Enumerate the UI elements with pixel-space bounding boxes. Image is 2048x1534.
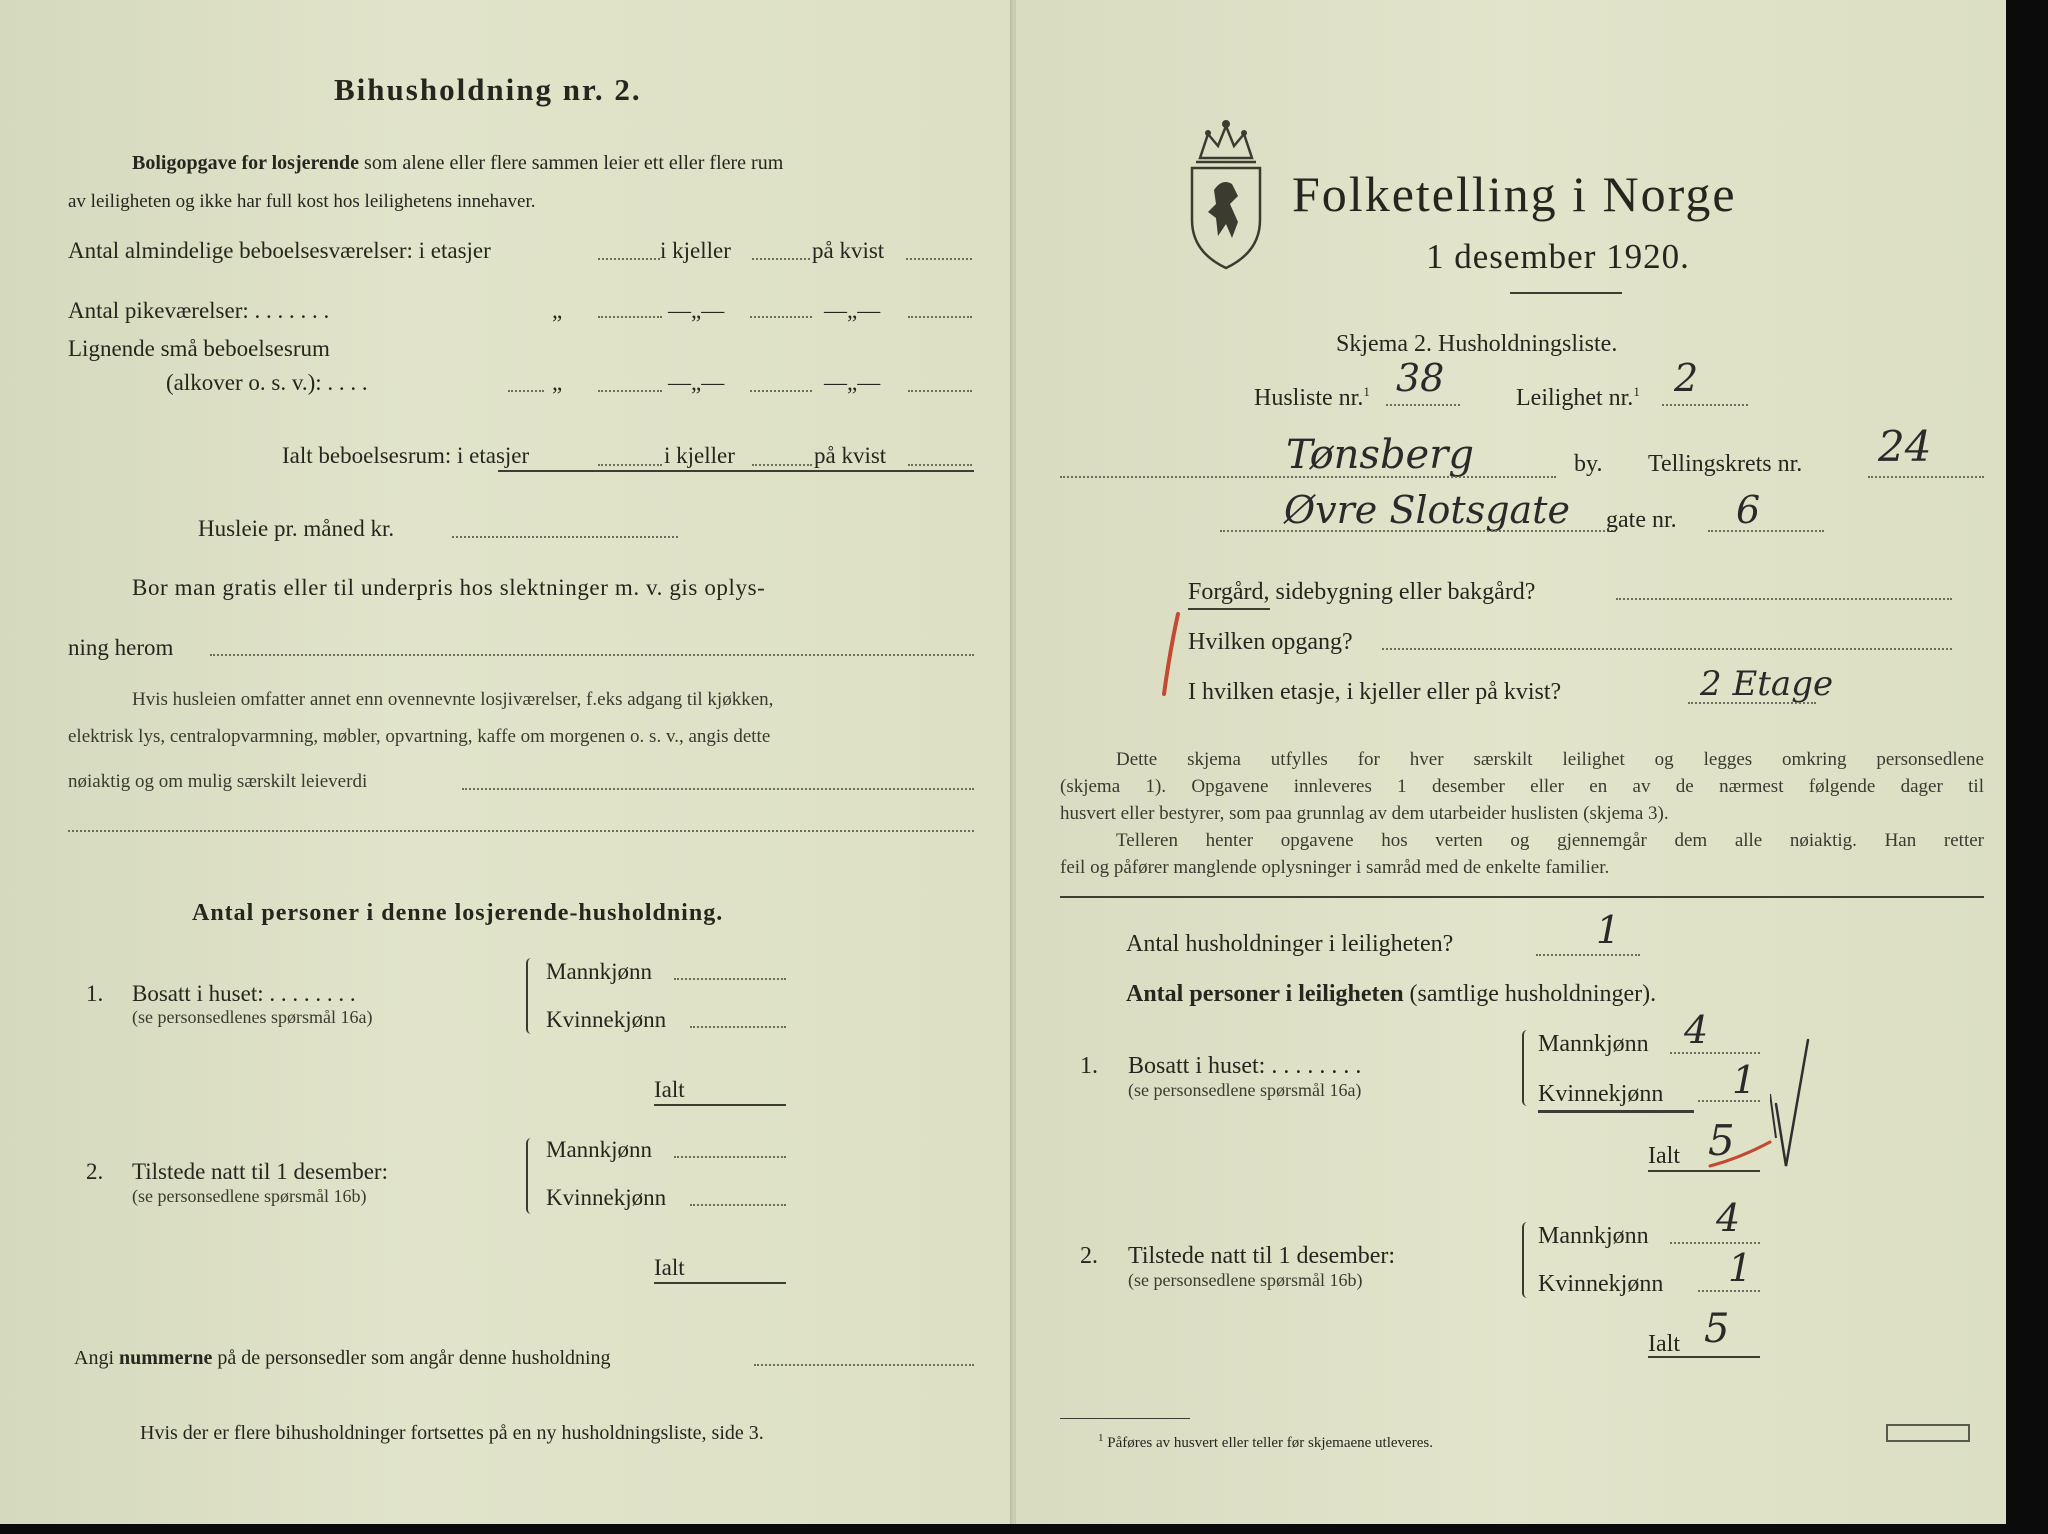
alkover-ditto-3: —„— (824, 370, 881, 395)
husleien-line-3: nøiaktig og om mulig særskilt leieverdi (68, 771, 368, 792)
q1-label: Bosatt i huset: . . . . . . . . (132, 981, 356, 1006)
q1-brace (526, 958, 536, 1034)
q2-sub: (se personsedlene spørsmål 16b) (132, 1186, 367, 1206)
flere-note: Hvis der er flere bihusholdninger fortsettes på en ny husholdningsliste, side 3. (140, 1422, 764, 1444)
q1-sub-right: (se personsedlene spørsmål 16a) (1128, 1080, 1362, 1100)
husholdninger-field (1536, 954, 1640, 956)
ialt-rooms-label: Ialt beboelsesrum: i etasjer (282, 443, 530, 468)
intro-line-1 (132, 149, 783, 177)
angi-field[interactable] (754, 1364, 974, 1366)
tellingskrets-value[interactable]: 24 (1878, 422, 1932, 471)
q2-kvinne-field-right (1698, 1290, 1760, 1292)
gratis-line-1: Bor man gratis eller til underpris hos slektninger m. v. gis oplys- (132, 575, 766, 600)
rooms-kvist-label: på kvist (812, 238, 885, 263)
husleie-label: Husleie pr. måned kr. (198, 516, 395, 541)
leilighet-field (1662, 404, 1748, 406)
q2-mann-field[interactable] (674, 1156, 786, 1158)
q2-sub-right: (se personsedlene spørsmål 16b) (1128, 1270, 1363, 1290)
printer-stamp (1886, 1424, 1970, 1442)
alkover-lead-field[interactable] (508, 390, 544, 392)
q1-kvinne-value[interactable]: 1 (1732, 1058, 1757, 1102)
ialt-kvist-field[interactable] (908, 464, 972, 466)
tellingskrets-field (1868, 476, 1984, 478)
intro-bold: Boligopgave for losjerende (132, 152, 360, 174)
q1-num-right: 1. (1080, 1053, 1098, 1079)
etasje-field (1688, 702, 1816, 704)
intro-line-2: av leiligheten og ikke har full kost hos leilighetens innehaver. (68, 191, 536, 212)
street-value[interactable]: Øvre Slotsgate (1284, 488, 1570, 532)
persons-heading: Antal personer i denne losjerende-husholdning. (192, 900, 724, 926)
instr-line-5: feil og påfører manglende oplysninger i samråd med de enkelte familier. (1060, 857, 1610, 878)
q2-ialt-value[interactable]: 5 (1704, 1306, 1730, 1352)
q1-label-right: Bosatt i huset: . . . . . . . . (1128, 1053, 1362, 1079)
q1-ialt-value[interactable]: 5 (1708, 1116, 1735, 1165)
q2-ialt-label: Ialt (654, 1255, 685, 1280)
instr-line-4: Telleren henter opgavene hos verten og gjennemgår dem alle nøiaktig. Han retter (1116, 830, 1984, 851)
q1-kvinne-label-right: Kvinnekjønn (1538, 1081, 1664, 1107)
husliste-value[interactable]: 38 (1396, 356, 1445, 400)
by-label: by. (1574, 451, 1603, 477)
gratis-field[interactable] (210, 654, 974, 656)
alkover-label: (alkover o. s. v.): . . . . (166, 370, 368, 395)
footnote (1098, 1424, 1433, 1457)
instr-line-1: Dette skjema utfylles for hver særskilt leilighet og legges omkring personsedlene (1116, 749, 1984, 770)
instructions-rule (1060, 896, 1984, 898)
coat-of-arms-icon (1178, 118, 1274, 272)
husliste-field (1386, 404, 1460, 406)
forgaard-label: Forgård, sidebygning eller bakgård? (1188, 579, 1536, 605)
instructions (1060, 746, 1984, 881)
leilighet-label (1516, 378, 1640, 412)
q1-mann-field[interactable] (674, 978, 786, 980)
q2-brace-right (1522, 1222, 1532, 1298)
pike-ditto: „ (552, 298, 563, 323)
q1-num: 1. (86, 981, 104, 1006)
q2-mann-label-right: Mannkjønn (1538, 1223, 1649, 1249)
persons-heading-rest: (samtlige husholdninger). (1409, 981, 1657, 1007)
alkover-ditto: „ (552, 370, 563, 395)
q2-ialt-field-right (1648, 1356, 1760, 1358)
intro-rest: som alene eller flere sammen leier ett eller flere rum (364, 152, 784, 174)
footnote-number: 1 (1098, 1432, 1104, 1444)
husliste-footnote-mark: 1 (1363, 384, 1370, 399)
q1-sub: (se personsedlenes spørsmål 16a) (132, 1007, 373, 1027)
q1-kvinne-underline (1538, 1110, 1694, 1113)
gate-field (1708, 530, 1824, 532)
q2-label: Tilstede natt til 1 desember: (132, 1159, 388, 1184)
q1-brace-right (1522, 1030, 1532, 1106)
etasje-label: I hvilken etasje, i kjeller eller på kvist? (1188, 679, 1562, 705)
q1-kvinne-field[interactable] (690, 1026, 786, 1028)
q2-kvinne-value[interactable]: 1 (1728, 1246, 1753, 1290)
alkover-kvist-field[interactable] (908, 390, 972, 392)
gratis-line-2: ning herom (68, 635, 174, 660)
forgaard-field[interactable] (1616, 598, 1952, 600)
leilighet-value[interactable]: 2 (1674, 356, 1699, 400)
husleie-field[interactable] (452, 536, 678, 538)
rooms-kjeller-label: i kjeller (660, 238, 731, 263)
instr-line-3: husvert eller bestyrer, som paa grunnlag av dem utarbeider huslisten (skjema 3). (1060, 803, 1669, 824)
instr-line-2: (skjema 1). Opgavene innleveres 1 desember eller en av de nærmest følgende dager til (1060, 776, 1984, 797)
q2-brace (526, 1138, 536, 1214)
alkover-etasjer-field[interactable] (598, 390, 662, 392)
persons-heading-line (1126, 980, 1656, 1008)
q1-mann-value[interactable]: 4 (1684, 1008, 1709, 1052)
ialt-kjeller-field[interactable] (752, 464, 812, 466)
forgaard-underline (1188, 608, 1270, 610)
ialt-kvist-label: på kvist (814, 443, 887, 468)
pike-ditto-3: —„— (824, 298, 881, 323)
rooms-label: Antal almindelige beboelsesværelser: i etasjer (68, 238, 491, 263)
census-date: 1 desember 1920. (1426, 237, 1690, 276)
q1-ialt-label-right: Ialt (1648, 1143, 1680, 1169)
q2-kvinne-label: Kvinnekjønn (546, 1185, 667, 1210)
right-page (1016, 0, 2006, 1524)
left-title: Bihusholdning nr. 2. (334, 72, 642, 107)
q1-ialt-field[interactable] (654, 1104, 786, 1106)
opgang-field[interactable] (1382, 648, 1952, 650)
q2-kvinne-label-right: Kvinnekjønn (1538, 1271, 1664, 1297)
q1-ialt-label: Ialt (654, 1077, 685, 1102)
rooms-etasjer-field[interactable] (598, 258, 660, 260)
leieverdi-field[interactable] (462, 788, 974, 790)
alkover-kjeller-field[interactable] (750, 390, 812, 392)
angi-pre: Angi (74, 1347, 114, 1369)
footnote-text: Påføres av husvert eller teller før skjemaene utleveres. (1107, 1435, 1433, 1451)
leilighet-footnote-mark: 1 (1633, 384, 1640, 399)
husholdninger-value[interactable]: 1 (1596, 908, 1621, 952)
husliste-label-text: Husliste nr. (1254, 385, 1364, 411)
q2-num: 2. (86, 1159, 104, 1184)
title-rule (1510, 292, 1622, 294)
q2-ialt-label-right: Ialt (1648, 1331, 1680, 1357)
etasje-value[interactable]: 2 Etage (1700, 664, 1834, 704)
q2-mann-label: Mannkjønn (546, 1137, 653, 1162)
q1-mann-label: Mannkjønn (546, 959, 653, 984)
right-title: Folketelling i Norge (1292, 166, 1737, 222)
left-page (0, 0, 1012, 1524)
pike-kjeller-field[interactable] (750, 316, 812, 318)
opgang-label: Hvilken opgang? (1188, 629, 1353, 655)
q2-ialt-field[interactable] (654, 1282, 786, 1284)
red-correction-mark (1706, 1136, 1776, 1172)
alkover-ditto-2: —„— (668, 370, 725, 395)
pike-label: Antal pikeværelser: . . . . . . . (68, 298, 330, 323)
rooms-kvist-field[interactable] (906, 258, 972, 260)
street-field (1220, 530, 1616, 532)
angi-bold: nummerne (119, 1347, 213, 1369)
q1-mann-field-right (1670, 1052, 1760, 1054)
rooms-kjeller-field[interactable] (752, 258, 810, 260)
q2-mann-value[interactable]: 4 (1716, 1196, 1741, 1240)
q2-mann-field-right (1670, 1242, 1760, 1244)
tellingskrets-label: Tellingskrets nr. (1648, 451, 1803, 477)
red-pencil-mark (1148, 610, 1188, 700)
city-field (1060, 476, 1556, 478)
angi-rest: på de personsedler som angår denne husholdning (217, 1347, 611, 1369)
city-value[interactable]: Tønsberg (1286, 432, 1474, 478)
footnote-rule (1060, 1418, 1190, 1419)
persons-heading-bold: Antal personer i leiligheten (1126, 981, 1404, 1007)
q1-kvinne-label: Kvinnekjønn (546, 1007, 667, 1032)
leilighet-label-text: Leilighet nr. (1516, 385, 1634, 411)
gate-label: gate nr. (1606, 507, 1677, 533)
check-mark-icon (1770, 1034, 1820, 1174)
pike-ditto-2: —„— (668, 298, 725, 323)
q2-label-right: Tilstede natt til 1 desember: (1128, 1243, 1396, 1269)
ialt-rule (498, 470, 974, 472)
q2-kvinne-field[interactable] (690, 1204, 786, 1206)
husleien-line-1: Hvis husleien omfatter annet enn ovennevnte losjiværelser, f.eks adgang til kjøkken, (132, 689, 774, 710)
ialt-etasjer-field[interactable] (598, 464, 662, 466)
leieverdi-field-2[interactable] (68, 830, 974, 832)
husleien-line-2: elektrisk lys, centralopvarmning, møbler, opvartning, kaffe om morgenen o. s. v., angis dette (68, 726, 771, 747)
pike-kvist-field[interactable] (908, 316, 972, 318)
q1-mann-label-right: Mannkjønn (1538, 1031, 1649, 1057)
husholdninger-label: Antal husholdninger i leiligheten? (1126, 931, 1454, 957)
angi-line (74, 1344, 611, 1372)
husliste-label (1254, 378, 1370, 412)
schema-label: Skjema 2. Husholdningsliste. (1336, 331, 1618, 357)
gate-value[interactable]: 6 (1736, 488, 1761, 532)
ialt-kjeller-label: i kjeller (664, 443, 735, 468)
q1-kvinne-field-right (1698, 1100, 1760, 1102)
lign-label: Lignende små beboelsesrum (68, 336, 330, 361)
q2-num-right: 2. (1080, 1243, 1098, 1269)
pike-etasjer-field[interactable] (598, 316, 662, 318)
